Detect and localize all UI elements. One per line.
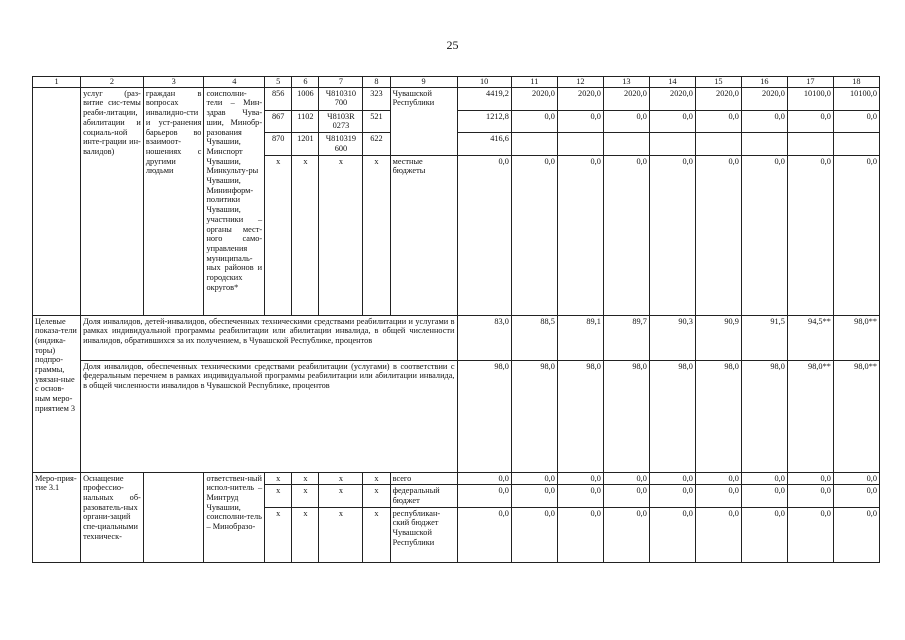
cell-value: x: [319, 507, 363, 562]
col-number: 17: [787, 77, 833, 88]
cell-value: 870: [265, 133, 292, 155]
col-number: 2: [81, 77, 144, 88]
cell-value: 0,0: [695, 110, 741, 132]
col-number: 11: [511, 77, 557, 88]
col-number: 6: [292, 77, 319, 88]
cell-value: 0,0: [649, 110, 695, 132]
cell-value: 98,0: [695, 360, 741, 472]
cell-value: 0,0: [787, 155, 833, 315]
cell-value: 0,0: [457, 472, 511, 485]
cell-value: 94,5**: [787, 315, 833, 360]
cell-value: 0,0: [603, 472, 649, 485]
cell-value: 0,0: [457, 507, 511, 562]
cell-value: 0,0: [649, 155, 695, 315]
cell-value: 98,0: [557, 360, 603, 472]
cell-value: 98,0: [649, 360, 695, 472]
cell-value: 98,0: [603, 360, 649, 472]
cell-topic: граждан в вопросах инвалидно-сти и уст-ранения барьеров во взаимоот-ношениях с другими людьми: [143, 87, 204, 315]
cell-value: 90,3: [649, 315, 695, 360]
cell-value: 0,0: [511, 485, 557, 507]
cell-value: 98,0**: [787, 360, 833, 472]
cell-value: x: [363, 472, 390, 485]
cell-value: 0,0: [833, 472, 879, 485]
cell-value: 1201: [292, 133, 319, 155]
cell-measure-name: Оснащение профессио-нальных об-разователь-ных органи-заций спе-циальными техническ-: [81, 472, 144, 562]
cell-value: 0,0: [833, 485, 879, 507]
cell-value: 0,0: [741, 507, 787, 562]
cell-source: федеральный бюджет: [390, 485, 457, 507]
cell-source: всего: [390, 472, 457, 485]
cell-value: 0,0: [603, 110, 649, 132]
cell-indicator: Доля инвалидов, детей-инвалидов, обеспеченных техническими средствами реабилитации и услугами в рамках индивидуальной программы реабилитации или абилитации инвалида, в общей численности инвалидов, обратившихся за их получением, в Чувашской Республике, процентов: [81, 315, 457, 360]
cell-value: 1212,8: [457, 110, 511, 132]
table-row: [33, 360, 880, 472]
cell-empty: [143, 472, 204, 562]
cell-measure-label: Меро-прия-тие 3.1: [33, 472, 81, 562]
col-number: 1: [33, 77, 81, 88]
col-number: 16: [741, 77, 787, 88]
cell-value: 2020,0: [741, 87, 787, 110]
cell-value: 0,0: [457, 485, 511, 507]
cell-value: 88,5: [511, 315, 557, 360]
col-number: 18: [833, 77, 879, 88]
cell-empty: [603, 133, 649, 155]
cell-value: x: [363, 507, 390, 562]
cell-targets-label: Целевые показа-тели (индика-торы) подпро-граммы, увязан-ные с основ-ным меро-приятием 3: [33, 315, 81, 472]
cell-value: 0,0: [649, 507, 695, 562]
cell-value: 0,0: [787, 485, 833, 507]
cell-value: 2020,0: [603, 87, 649, 110]
cell-value: 0,0: [511, 472, 557, 485]
cell-empty: [833, 133, 879, 155]
col-number: 3: [143, 77, 204, 88]
cell-value: 323: [363, 87, 390, 110]
cell-value: 0,0: [603, 155, 649, 315]
cell-value: x: [292, 507, 319, 562]
cell-empty: [557, 133, 603, 155]
cell-value: 0,0: [557, 507, 603, 562]
cell-value: x: [363, 155, 390, 315]
cell-value: 0,0: [649, 472, 695, 485]
cell-value: x: [265, 485, 292, 507]
cell-value: 0,0: [603, 507, 649, 562]
cell-value: 90,9: [695, 315, 741, 360]
cell-value: 89,1: [557, 315, 603, 360]
col-number: 8: [363, 77, 390, 88]
cell-value: 0,0: [457, 155, 511, 315]
cell-value: 2020,0: [695, 87, 741, 110]
cell-empty: [787, 133, 833, 155]
cell-value: 1102: [292, 110, 319, 132]
cell-source: республикан-ский бюджет Чувашской Республики: [390, 507, 457, 562]
table-row: [33, 315, 880, 360]
col-number: 12: [557, 77, 603, 88]
table-row: [33, 472, 880, 485]
cell-empty: [695, 133, 741, 155]
col-number: 5: [265, 77, 292, 88]
cell-source: Чувашской Республики: [390, 87, 457, 155]
cell-value: 4419,2: [457, 87, 511, 110]
cell-value: 867: [265, 110, 292, 132]
cell-value: 10100,0: [787, 87, 833, 110]
cell-value: 0,0: [787, 507, 833, 562]
cell-value: 0,0: [741, 485, 787, 507]
cell-value: 0,0: [695, 507, 741, 562]
cell-value: x: [319, 472, 363, 485]
cell-value: 0,0: [603, 485, 649, 507]
cell-value: Ч810310 700: [319, 87, 363, 110]
cell-value: x: [265, 507, 292, 562]
cell-value: 521: [363, 110, 390, 132]
cell-value: 2020,0: [557, 87, 603, 110]
cell-value: 83,0: [457, 315, 511, 360]
cell-value: 2020,0: [649, 87, 695, 110]
cell-value: 0,0: [695, 472, 741, 485]
cell-empty: [33, 87, 81, 315]
col-number: 13: [603, 77, 649, 88]
cell-value: 98,0: [741, 360, 787, 472]
cell-value: 0,0: [787, 110, 833, 132]
cell-value: 0,0: [833, 507, 879, 562]
cell-value: x: [265, 155, 292, 315]
cell-value: 2020,0: [511, 87, 557, 110]
cell-value: x: [319, 155, 363, 315]
cell-value: 0,0: [511, 155, 557, 315]
cell-value: 0,0: [741, 155, 787, 315]
cell-value: 89,7: [603, 315, 649, 360]
cell-value: 98,0**: [833, 315, 879, 360]
cell-value: x: [265, 472, 292, 485]
cell-value: x: [292, 155, 319, 315]
cell-value: 98,0: [457, 360, 511, 472]
cell-value: 0,0: [557, 110, 603, 132]
cell-value: 0,0: [511, 110, 557, 132]
cell-value: x: [292, 472, 319, 485]
cell-value: 0,0: [787, 472, 833, 485]
cell-value: 0,0: [833, 155, 879, 315]
table-row: [33, 87, 880, 110]
cell-value: 622: [363, 133, 390, 155]
cell-value: 0,0: [833, 110, 879, 132]
cell-value: x: [319, 485, 363, 507]
col-number: 10: [457, 77, 511, 88]
cell-value: 0,0: [649, 485, 695, 507]
cell-service: услуг (раз-витие сис-темы реаби-литации, абилитации и социаль-ной инте-грации ин-валидов): [81, 87, 144, 315]
col-number: 9: [390, 77, 457, 88]
cell-value: 98,0**: [833, 360, 879, 472]
cell-value: 0,0: [557, 155, 603, 315]
cell-executors: ответствен-ный испол-нитель – Минтруд Чувашии, соисполни-тель – Минобразо-: [204, 472, 265, 562]
cell-value: 1006: [292, 87, 319, 110]
cell-value: Ч810319 600: [319, 133, 363, 155]
col-number: 15: [695, 77, 741, 88]
program-table: [32, 76, 880, 563]
cell-value: 0,0: [557, 472, 603, 485]
cell-value: 416,6: [457, 133, 511, 155]
cell-value: 98,0: [511, 360, 557, 472]
col-number: 14: [649, 77, 695, 88]
cell-executors: соисполни-тели – Мин-здрав Чува-шии, Минобр-разования Чувашии, Минспорт Чувашии, Минкульту-ры Чувашии, Мининформ-политики Чувашии, участники – органы мест-ного само-управления муниципаль-ных районов и городских округов*: [204, 87, 265, 315]
col-number: 4: [204, 77, 265, 88]
cell-value: 0,0: [741, 110, 787, 132]
cell-value: x: [363, 485, 390, 507]
page-number: 25: [446, 38, 459, 52]
cell-value: 0,0: [695, 485, 741, 507]
cell-empty: [741, 133, 787, 155]
cell-empty: [649, 133, 695, 155]
col-number: 7: [319, 77, 363, 88]
column-number-row: [33, 77, 880, 88]
cell-value: 0,0: [511, 507, 557, 562]
cell-value: Ч8103R 0273: [319, 110, 363, 132]
cell-empty: [511, 133, 557, 155]
cell-indicator: Доля инвалидов, обеспеченных техническими средствами реабилитации (услугами) в соответствии с федеральным перечнем в рамках индивидуальной программы реабилитации или абилитации инвалида, в общей численности инвалидов в Чувашской Республике, процентов: [81, 360, 457, 472]
cell-value: 0,0: [695, 155, 741, 315]
cell-source: местные бюджеты: [390, 155, 457, 315]
cell-value: 91,5: [741, 315, 787, 360]
cell-value: x: [292, 485, 319, 507]
cell-value: 10100,0: [833, 87, 879, 110]
cell-value: 856: [265, 87, 292, 110]
cell-value: 0,0: [557, 485, 603, 507]
cell-value: 0,0: [741, 472, 787, 485]
